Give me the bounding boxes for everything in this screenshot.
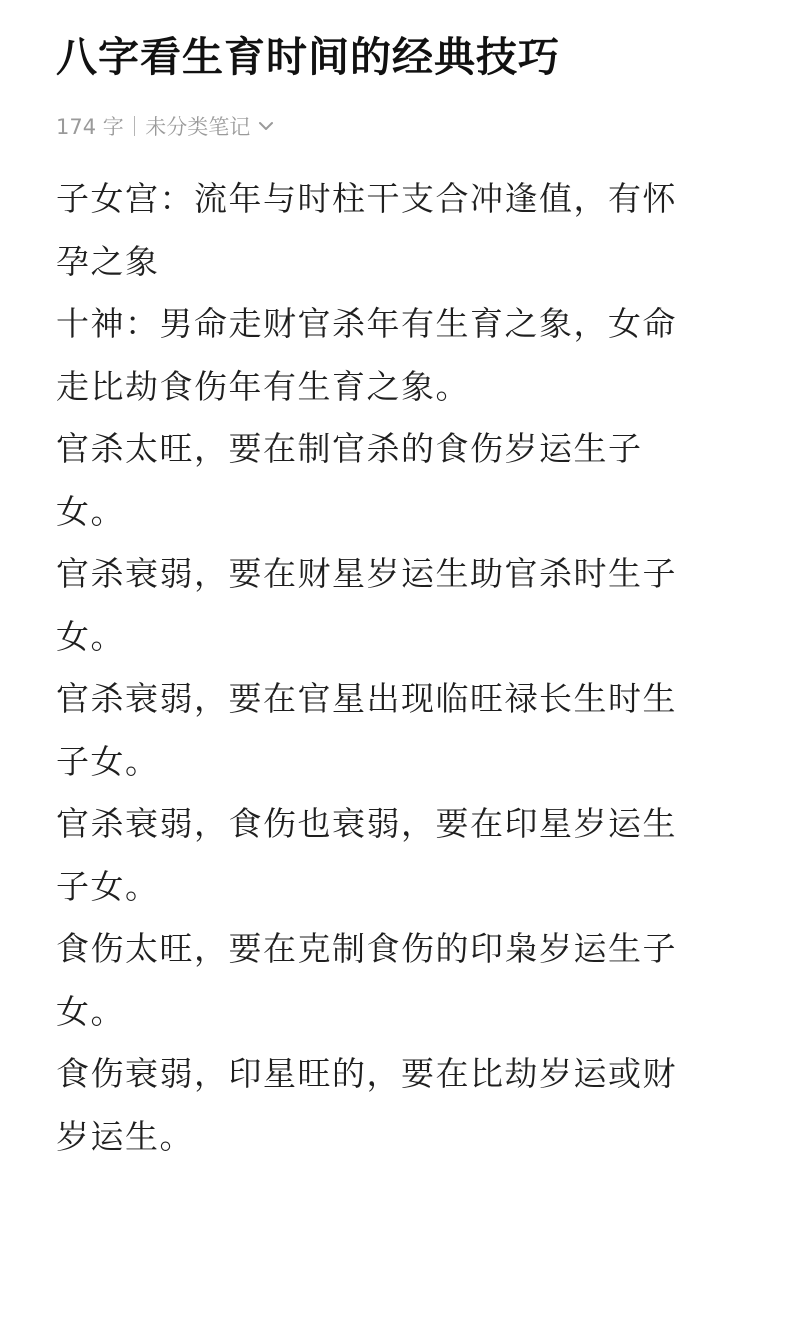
body-line: 官杀衰弱，要在财星岁运生助官杀时生子 — [56, 554, 677, 593]
note-body[interactable] — [56, 168, 746, 1168]
body-line: 食伤太旺，要在克制食伤的印枭岁运生子 — [56, 929, 677, 968]
body-line: 走比劫食伤年有生育之象。 — [56, 366, 470, 406]
meta-divider — [134, 116, 136, 136]
body-line: 十神：男命走财官杀年有生育之象，女命 — [56, 304, 677, 343]
body-line: 女。 — [56, 616, 125, 656]
body-line: 子女宫：流年与时柱干支合冲逢值，有怀 — [56, 179, 677, 218]
body-line: 官杀衰弱，要在官星出现临旺禄长生时生 — [56, 679, 677, 718]
body-line: 孕之象 — [56, 241, 160, 281]
body-line: 女。 — [56, 491, 125, 531]
body-line: 子女。 — [56, 866, 160, 906]
body-line: 女。 — [56, 991, 125, 1031]
word-count: 174 字 — [56, 115, 124, 139]
category-selector[interactable] — [145, 111, 274, 141]
body-line: 子女。 — [56, 741, 160, 781]
body-line: 岁运生。 — [56, 1116, 194, 1156]
body-line: 官杀太旺，要在制官杀的食伤岁运生子 — [56, 429, 643, 468]
note-title[interactable]: 八字看生育时间的经典技巧 — [56, 33, 560, 81]
body-line: 官杀衰弱，食伤也衰弱，要在印星岁运生 — [56, 804, 677, 843]
note-meta — [56, 108, 274, 144]
category-label: 未分类笔记 — [145, 115, 251, 139]
chevron-down-icon — [258, 120, 274, 132]
body-line: 食伤衰弱，印星旺的，要在比劫岁运或财 — [56, 1054, 677, 1093]
